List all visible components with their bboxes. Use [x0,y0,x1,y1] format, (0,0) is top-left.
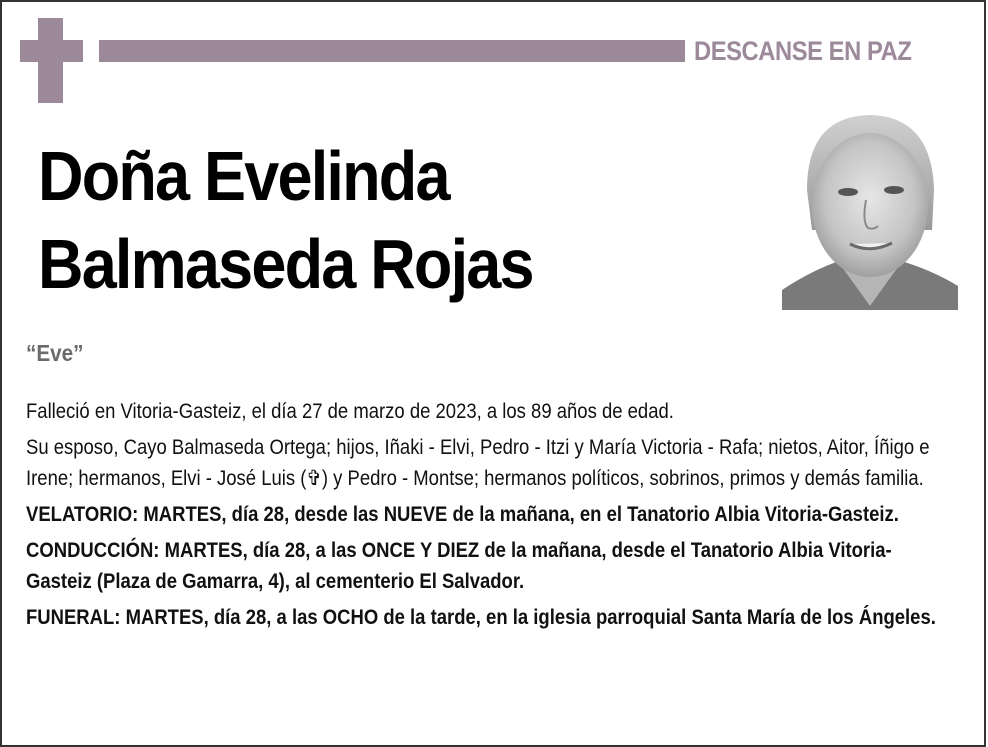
name-line-2: Balmaseda Rojas [38,225,533,303]
nickname: “Eve” [26,340,84,366]
header-rule [99,40,685,62]
cross-icon-horizontal [20,40,83,62]
wake-info: VELATORIO: MARTES, día 28, desde las NUEVE de la mañana, en el Tanatorio Albia Vitoria-Gasteiz. [26,503,899,526]
obituary-body [26,396,941,638]
header-label: DESCANSE EN PAZ [694,36,912,66]
name-line-1: Doña Evelinda [38,137,449,215]
death-notice: Falleció en Vitoria-Gasteiz, el día 27 de marzo de 2023, a los 89 años de edad. [26,400,674,423]
portrait-photo [782,110,958,310]
family-list: Su esposo, Cayo Balmaseda Ortega; hijos, Iñaki - Elvi, Pedro - Itzi y María Victoria - Rafa; nietos, Aitor, Íñigo e Irene; hermanos, Elvi - José Luis (✞) y Pedro - Montse; hermanos políticos, sobrinos, primos y demás familia. [26,436,930,490]
procession-info: CONDUCCIÓN: MARTES, día 28, a las ONCE Y DIEZ de la mañana, desde el Tanatorio Albia Vitoria-Gasteiz (Plaza de Gamarra, 4), al cementerio El Salvador. [26,539,892,593]
deceased-name [38,132,686,308]
portrait-image [782,110,958,310]
funeral-info: FUNERAL: MARTES, día 28, a las OCHO de la tarde, en la iglesia parroquial Santa María de los Ángeles. [26,606,936,629]
